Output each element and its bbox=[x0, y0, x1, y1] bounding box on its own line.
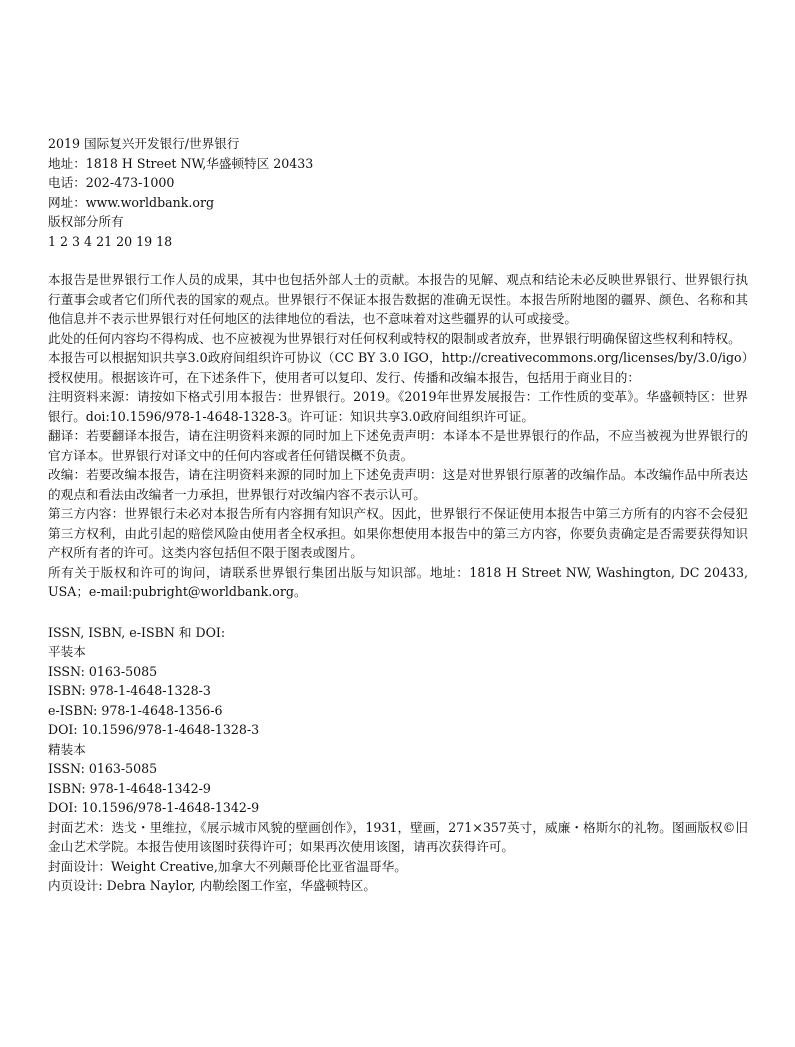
hardcover-isbn: ISBN: 978-1-4648-1342-9 bbox=[48, 780, 211, 796]
rights-reserved-line: 版权部分所有 bbox=[48, 214, 124, 229]
hardcover-label: 精装本 bbox=[48, 741, 86, 757]
website-line: 网址：www.worldbank.org bbox=[48, 194, 215, 210]
cover-art-credit: 封面艺术：迭戈・里维拉，《展示城市风貌的壁画创作》，1931，壁画，271×357英寸，威廉・格斯尔的礼物。图画版权©旧金山艺术学院。本报告使用该图时获得许可；如果再次使用该图，请再次获得许可。 bbox=[48, 819, 748, 854]
cover-design-credit: 封面设计：Weight Creative,加拿大不列颠哥伦比亚省温哥华。 bbox=[48, 858, 407, 874]
copyright-line: 2019 国际复兴开发银行/世界银行 bbox=[48, 136, 240, 151]
softcover-label: 平装本 bbox=[48, 644, 86, 659]
rights-and-permissions bbox=[48, 270, 748, 602]
attribution-paragraph: 注明资料来源：请按如下格式引用本报告：世界银行。2019。《2019年世界发展报告：工作性质的变革》。华盛顿特区：世界银行。doi:10.1596/978-1-4648-1328-3。许可证：知识共享3.0政府间组织许可证。 bbox=[48, 389, 748, 424]
print-number-line: 1 2 3 4 21 20 19 18 bbox=[48, 233, 173, 249]
copyright-page bbox=[48, 134, 748, 896]
phone-line: 电话：202-473-1000 bbox=[48, 175, 175, 190]
identifiers-heading: ISSN, ISBN, e-ISBN 和 DOI: bbox=[48, 624, 226, 640]
hardcover-issn: ISSN: 0163-5085 bbox=[48, 761, 158, 776]
third-party-paragraph: 第三方内容：世界银行未必对本报告所有内容拥有知识产权。因此，世界银行不保证使用本报告中第三方所有的内容不会侵犯第三方权利，由此引起的赔偿风险由使用者全权承担。如果你想使用本报告中的第三方内容，你要负责确定是否需要获得知识产权所有者的许可。这类内容包括但不限于图表或图片。 bbox=[48, 506, 748, 560]
translation-paragraph: 翻译：若要翻译本报告，请在注明资料来源的同时加上下述免责声明：本译本不是世界银行的作品，不应当被视为世界银行的官方译本。世界银行对译文中的任何内容或者任何错误概不负责。 bbox=[48, 428, 748, 463]
credits bbox=[48, 818, 748, 896]
interior-design-credit: 内页设计: Debra Naylor, 内勒绘图工作室，华盛顿特区。 bbox=[48, 878, 376, 893]
address-line: 地址：1818 H Street NW,华盛顿特区 20433 bbox=[48, 155, 314, 171]
softcover-issn: ISSN: 0163-5085 bbox=[48, 663, 158, 679]
identifiers bbox=[48, 623, 748, 818]
adaptation-paragraph: 改编：若要改编本报告，请在注明资料来源的同时加上下述免责声明：这是对世界银行原著的改编作品。本改编作品中所表达的观点和看法由改编者一力承担，世界银行对改编内容不表示认可。 bbox=[48, 467, 748, 502]
softcover-doi: DOI: 10.1596/978-1-4648-1328-3 bbox=[48, 722, 260, 737]
hardcover-doi: DOI: 10.1596/978-1-4648-1342-9 bbox=[48, 800, 260, 815]
privileges-paragraph: 此处的任何内容均不得构成、也不应被视为世界银行对任何权利或特权的限制或者放弃，世界银行明确保留这些权利和特权。 bbox=[48, 330, 741, 346]
softcover-eisbn: e-ISBN: 978-1-4648-1356-6 bbox=[48, 702, 223, 718]
publisher-info bbox=[48, 134, 748, 251]
softcover-isbn: ISBN: 978-1-4648-1328-3 bbox=[48, 683, 211, 698]
inquiries-paragraph: 所有关于版权和许可的询问，请联系世界银行集团出版与知识部。地址：1818 H Street NW, Washington, DC 20433, USA；e-mail:pubright@worldbank.org。 bbox=[48, 564, 748, 599]
license-paragraph: 本报告可以根据知识共享3.0政府间组织许可协议（CC BY 3.0 IGO，http://creativecommons.org/licenses/by/3.0/igo）授权使用。根据该许可，在下述条件下，使用者可以复印、发行、传播和改编本报告，包括用于商业目的： bbox=[48, 350, 748, 385]
disclaimer-paragraph: 本报告是世界银行工作人员的成果，其中也包括外部人士的贡献。本报告的见解、观点和结论未必反映世界银行、世界银行执行董事会或者它们所代表的国家的观点。世界银行不保证本报告数据的准确无误性。本报告所附地图的疆界、颜色、名称和其他信息并不表示世界银行对任何地区的法律地位的看法，也不意味着对这些疆界的认可或接受。 bbox=[48, 272, 748, 326]
